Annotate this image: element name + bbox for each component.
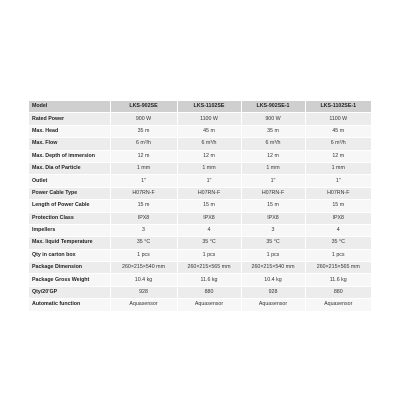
row-value: 35 m [110, 125, 177, 137]
row-value: 12 m [305, 150, 371, 162]
table-row [29, 113, 371, 125]
row-value: 260×215×540 mm [110, 262, 177, 274]
row-value: 1100 W [305, 113, 371, 125]
header-lks-902se-1: LKS-902SE-1 [241, 101, 305, 113]
table-row [29, 125, 371, 137]
row-value: 880 [305, 286, 371, 298]
row-value: H07RN-F [110, 187, 177, 199]
row-value: 11.6 kg [305, 274, 371, 286]
row-value: 10.4 kg [110, 274, 177, 286]
row-value: 6 m³/h [305, 138, 371, 150]
row-value: 1 pcs [305, 249, 371, 261]
row-value: IPX8 [241, 212, 305, 224]
row-label: Power Cable Type [29, 187, 110, 199]
row-value: 900 W [241, 113, 305, 125]
row-value: 35 °C [110, 237, 177, 249]
row-value: 15 m [305, 200, 371, 212]
row-value: 1 mm [110, 162, 177, 174]
row-value: 12 m [177, 150, 241, 162]
table-row [29, 249, 371, 261]
row-value: 11.6 kg [177, 274, 241, 286]
row-label: Length of Power Cable [29, 200, 110, 212]
table-row [29, 150, 371, 162]
row-label: Automatic function [29, 299, 110, 311]
row-value: 1" [110, 175, 177, 187]
row-value: 880 [177, 286, 241, 298]
row-value: 1 mm [241, 162, 305, 174]
spec-table [29, 101, 371, 312]
row-value: 15 m [241, 200, 305, 212]
row-label: Qty/20'GP [29, 286, 110, 298]
row-value: 900 W [110, 113, 177, 125]
row-value: 35 °C [305, 237, 371, 249]
row-label: Impellers [29, 224, 110, 236]
row-label: Protection Class [29, 212, 110, 224]
header-lks-1102se-1: LKS-1102SE-1 [305, 101, 371, 113]
row-value: 260×215×565 mm [305, 262, 371, 274]
row-value: 15 m [177, 200, 241, 212]
row-value: 1" [177, 175, 241, 187]
row-value: Aquasensor [177, 299, 241, 311]
spec-table-body [29, 113, 371, 311]
table-row [29, 175, 371, 187]
row-value: 260×215×565 mm [177, 262, 241, 274]
row-value: 1" [241, 175, 305, 187]
row-label: Max. Depth of immersion [29, 150, 110, 162]
row-label: Outlet [29, 175, 110, 187]
row-value: H07RN-F [241, 187, 305, 199]
row-value: 45 m [305, 125, 371, 137]
row-value: H07RN-F [177, 187, 241, 199]
row-value: Aquasensor [305, 299, 371, 311]
header-model: Model [29, 101, 110, 113]
table-row [29, 274, 371, 286]
row-label: Qty in carton box [29, 249, 110, 261]
row-label: Rated Power [29, 113, 110, 125]
table-row [29, 212, 371, 224]
row-value: 4 [177, 224, 241, 236]
row-value: Aquasensor [241, 299, 305, 311]
table-row [29, 162, 371, 174]
row-value: 928 [241, 286, 305, 298]
row-value: 15 m [110, 200, 177, 212]
row-value: 1 mm [305, 162, 371, 174]
table-row [29, 187, 371, 199]
table-row [29, 237, 371, 249]
header-lks-1102se: LKS-1102SE [177, 101, 241, 113]
table-row [29, 138, 371, 150]
table-row [29, 224, 371, 236]
table-row [29, 262, 371, 274]
row-value: 1 pcs [110, 249, 177, 261]
row-value: 1" [305, 175, 371, 187]
row-value: 35 m [241, 125, 305, 137]
row-value: 12 m [241, 150, 305, 162]
row-value: IPX8 [177, 212, 241, 224]
header-lks-902se: LKS-902SE [110, 101, 177, 113]
row-value: IPX8 [305, 212, 371, 224]
row-label: Package Dimension [29, 262, 110, 274]
row-value: 35 °C [241, 237, 305, 249]
row-value: H07RN-F [305, 187, 371, 199]
row-label: Max. Flow [29, 138, 110, 150]
row-label: Max. Head [29, 125, 110, 137]
row-value: 1 pcs [177, 249, 241, 261]
row-value: 45 m [177, 125, 241, 137]
row-value: Aquasensor [110, 299, 177, 311]
row-value: 928 [110, 286, 177, 298]
row-value: 10.4 kg [241, 274, 305, 286]
row-value: 1100 W [177, 113, 241, 125]
row-label: Max. liquid Temperature [29, 237, 110, 249]
row-value: 1 mm [177, 162, 241, 174]
row-value: 35 °C [177, 237, 241, 249]
row-value: 4 [305, 224, 371, 236]
row-value: IPX8 [110, 212, 177, 224]
row-value: 3 [110, 224, 177, 236]
row-value: 6 m³/h [177, 138, 241, 150]
row-label: Package Gross Weight [29, 274, 110, 286]
spec-table-header-row [29, 101, 371, 113]
row-label: Max. Dia of Particle [29, 162, 110, 174]
row-value: 260×215×540 mm [241, 262, 305, 274]
row-value: 6 m³/h [241, 138, 305, 150]
table-row [29, 299, 371, 311]
row-value: 3 [241, 224, 305, 236]
row-value: 12 m [110, 150, 177, 162]
table-row [29, 200, 371, 212]
row-value: 1 pcs [241, 249, 305, 261]
row-value: 6 m³/h [110, 138, 177, 150]
table-row [29, 286, 371, 298]
